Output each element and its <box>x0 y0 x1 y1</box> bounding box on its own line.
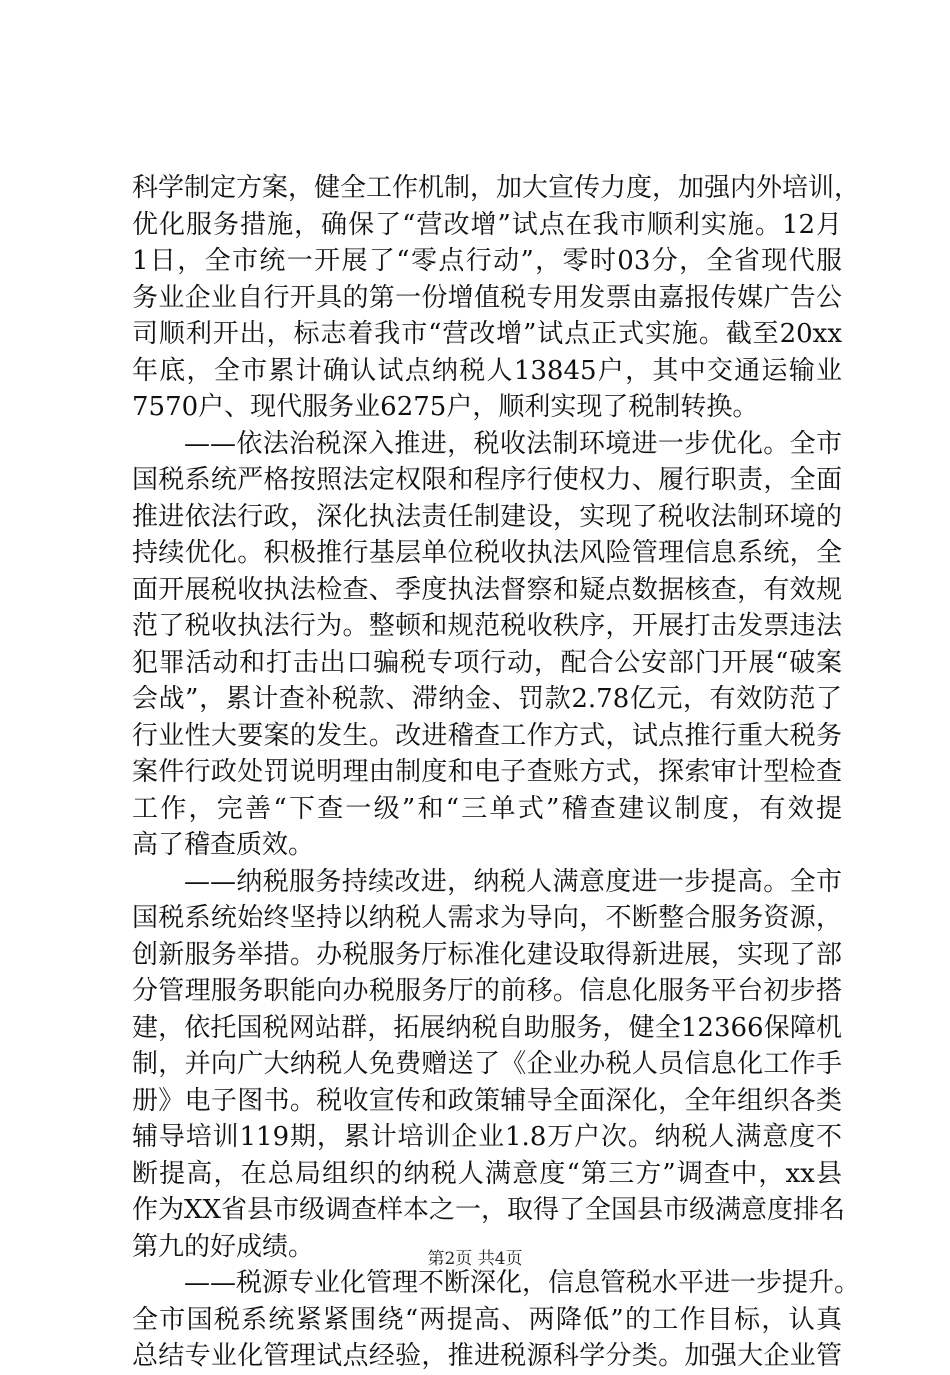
text-line: 范了税收执法行为。整顿和规范税收秩序，开展打击发票违法 <box>132 611 842 641</box>
text-line: 面开展税收执法检查、季度执法督察和疑点数据核查，有效规 <box>132 574 842 605</box>
text-line: 建，依托国税网站群，拓展纳税自助服务，健全12366保障机 <box>132 1012 842 1043</box>
text-line: 工作，完善“下查一级”和“三单式”稽查建议制度，有效提 <box>132 793 842 824</box>
text-line: 制，并向广大纳税人免费赠送了《企业办税人员信息化工作手 <box>132 1049 842 1079</box>
text-line: 年底，全市累计确认试点纳税人13845户，其中交通运输业 <box>132 355 842 386</box>
text-line: 断提高，在总局组织的纳税人满意度“第三方”调查中，xx县 <box>132 1158 842 1189</box>
text-line: 辅导培训119期，累计培训企业1.8万户次。纳税人满意度不 <box>132 1122 842 1152</box>
text-line: 推进依法行政，深化执法责任制建设，实现了税收法制环境的 <box>132 501 842 532</box>
text-line: ——纳税服务持续改进，纳税人满意度进一步提高。全市 <box>184 866 842 897</box>
text-line: ——税源专业化管理不断深化，信息管税水平进一步提升。 <box>184 1268 861 1298</box>
page-footer: 第2页 共4页 <box>427 1249 523 1269</box>
text-line: 全市国税系统紧紧围绕“两提高、两降低”的工作目标，认真 <box>132 1304 842 1335</box>
text-line: 高了稽查质效。 <box>132 830 315 860</box>
text-line: 科学制定方案，健全工作机制，加大宣传力度，加强内外培训， <box>132 173 861 203</box>
text-line: 持续优化。积极推行基层单位税收执法风险管理信息系统，全 <box>132 538 842 568</box>
text-line: 第九的好成绩。 <box>132 1231 315 1262</box>
text-line: 案件行政处罚说明理由制度和电子查账方式，探索审计型检查 <box>132 757 842 787</box>
body-text <box>132 170 861 1375</box>
text-line: 创新服务举措。办税服务厅标准化建设取得新进展，实现了部 <box>132 939 842 970</box>
text-line: 务业企业自行开具的第一份增值税专用发票由嘉报传媒广告公 <box>132 282 842 313</box>
text-line: 册》电子图书。税收宣传和政策辅导全面深化，全年组织各类 <box>132 1085 842 1116</box>
text-line: 优化服务措施，确保了“营改增”试点在我市顺利实施。12月 <box>132 209 842 240</box>
text-line: 7570户、现代服务业6275户，顺利实现了税制转换。 <box>132 392 759 422</box>
text-line: ——依法治税深入推进，税收法制环境进一步优化。全市 <box>184 428 842 459</box>
text-line: 分管理服务职能向办税服务厅的前移。信息化服务平台初步搭 <box>132 976 842 1006</box>
text-line: 国税系统始终坚持以纳税人需求为导向，不断整合服务资源， <box>132 903 842 933</box>
text-line: 总结专业化管理试点经验，推进税源科学分类。加强大企业管 <box>132 1341 842 1371</box>
text-line: 国税系统严格按照法定权限和程序行使权力、履行职责，全面 <box>132 465 842 495</box>
text-line: 1日，全市统一开展了“零点行动”，零时03分，全省现代服 <box>132 246 842 276</box>
text-line: 行业性大要案的发生。改进稽查工作方式，试点推行重大税务 <box>132 720 842 751</box>
text-line: 会战”，累计查补税款、滞纳金、罚款2.78亿元，有效防范了 <box>132 684 842 714</box>
text-line: 作为XX省县市级调查样本之一，取得了全国县市级满意度排名 <box>132 1195 846 1225</box>
text-line: 犯罪活动和打击出口骗税专项行动，配合公安部门开展“破案 <box>132 647 842 678</box>
text-line: 司顺利开出，标志着我市“营改增”试点正式实施。截至20xx <box>132 319 842 349</box>
